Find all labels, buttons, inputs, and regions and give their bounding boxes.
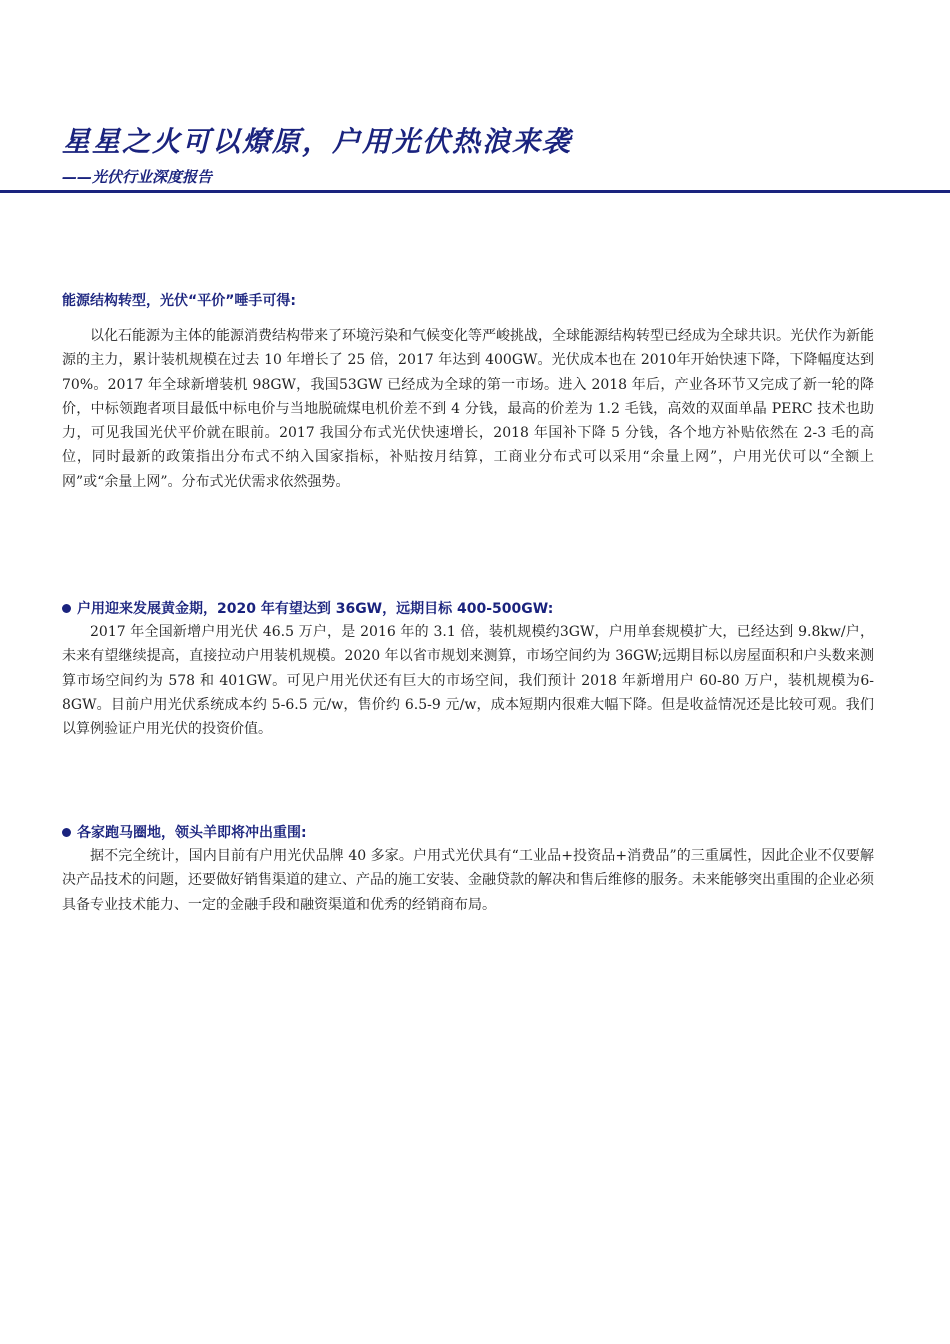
section-energy-transition: [62, 290, 874, 494]
section-heading-text: 能源结构转型，光伏“平价”唾手可得:: [62, 293, 297, 309]
section-market-competition: [62, 822, 874, 917]
bullet-icon: [62, 828, 71, 837]
section-heading: [62, 822, 874, 844]
section-heading-text: 各家跑马圈地，领头羊即将冲出重围:: [77, 825, 307, 841]
header-divider: [0, 190, 950, 193]
bullet-icon: [62, 604, 71, 613]
section-heading: [62, 290, 874, 312]
report-title: 星星之火可以燎原，户用光伏热浪来袭: [62, 125, 573, 158]
section-residential-golden-period: [62, 598, 874, 741]
report-subtitle: ——光伏行业深度报告: [62, 168, 213, 186]
section-heading-text: 户用迎来发展黄金期，2020 年有望达到 36GW，远期目标 400-500GW:: [77, 601, 554, 617]
section-body: 据不完全统计，国内目前有户用光伏品牌 40 多家。户用式光伏具有“工业品+投资品+消费品”的三重属性，因此企业不仅要解决产品技术的问题，还要做好销售渠道的建立、产品的施工安装、金融贷款的解决和售后维修的服务。未来能够突出重围的企业必须具备专业技术能力、一定的金融手段和融资渠道和优秀的经销商布局。: [62, 848, 874, 913]
section-body: 2017 年全国新增户用光伏 46.5 万户，是 2016 年的 3.1 倍，装机规模约3GW，户用单套规模扩大，已经达到 9.8kw/户，未来有望继续提高，直接拉动户用装机规模。2020 年以省市规划来测算，市场空间约为 36GW;远期目标以房屋面积和户头数来测算市场空间约为 578 和 401GW。可见户用光伏还有巨大的市场空间，我们预计 2018 年新增用户 60-80 万户，装机规模为6-8GW。目前户用光伏系统成本约 5-6.5 元/w，售价约 6.5-9 元/w，成本短期内很难大幅下降。但是收益情况还是比较可观。我们以算例验证户用光伏的投资价值。: [62, 624, 874, 738]
section-heading: [62, 598, 874, 620]
section-body: 以化石能源为主体的能源消费结构带来了环境污染和气候变化等严峻挑战，全球能源结构转型已经成为全球共识。光伏作为新能源的主力，累计装机规模在过去 10 年增长了 25 倍，2017 年达到 400GW。光伏成本也在 2010年开始快速下降，下降幅度达到 70%。2017 年全球新增装机 98GW，我国53GW 已经成为全球的第一市场。进入 2018 年后，产业各环节又完成了新一轮的降价，中标领跑者项目最低中标电价与当地脱硫煤电机价差不到 4 分钱，最高的价差为 1.2 毛钱，高效的双面单晶 PERC 技术也助力，可见我国光伏平价就在眼前。2017 我国分布式光伏快速增长，2018 年国补下降 5 分钱，各个地方补贴依然在 2-3 毛的高位，同时最新的政策指出分布式不纳入国家指标，补贴按月结算，工商业分布式可以采用“余量上网”，户用光伏可以“全额上网”或“余量上网”。分布式光伏需求依然强势。: [62, 328, 874, 490]
